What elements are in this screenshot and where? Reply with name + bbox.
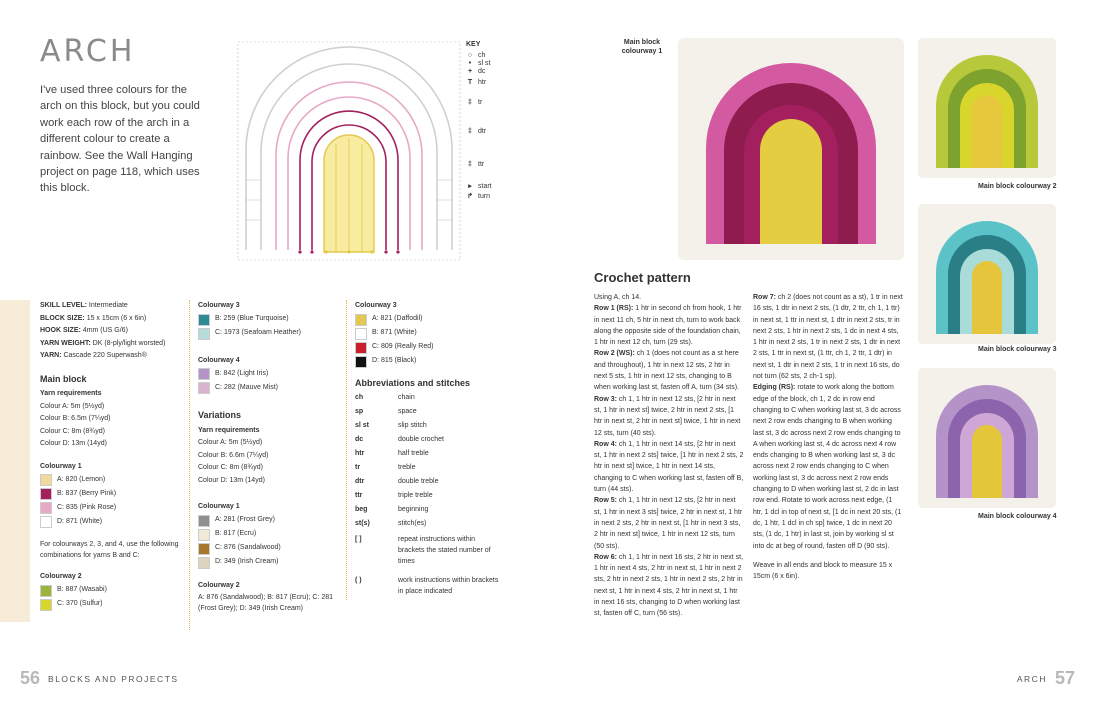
abbr-row: ch chain: [355, 394, 415, 401]
var-req-c: Colour C: 8m (8¾yd): [198, 464, 263, 471]
swatch-row: B: 259 (Blue Turquoise): [198, 313, 338, 327]
pattern-heading: Crochet pattern: [594, 270, 691, 285]
column-divider: [189, 300, 190, 630]
var-colourway-2-heading: Colourway 2: [198, 581, 240, 589]
abbreviations-column: [355, 300, 500, 597]
abbreviations-heading: Abbreviations and stitches: [355, 377, 471, 388]
colourway-2-caption: Main block colourway 2: [978, 183, 1057, 190]
section-name: BLOCKS AND PROJECTS: [48, 673, 179, 684]
swatch: [198, 543, 210, 555]
swatch: [198, 314, 210, 326]
swatch: [40, 585, 52, 597]
swatch-row: B: 887 (Wasabi): [40, 584, 185, 598]
swatch: [198, 515, 210, 527]
page-title: ARCH: [40, 34, 136, 69]
var-req-a: Colour A: 5m (5½yd): [198, 439, 263, 446]
block-photo-colourway-3: [918, 204, 1056, 344]
key-label: dc: [478, 67, 486, 75]
spec-hook-size: HOOK SIZE: 4mm (US G/6): [40, 327, 128, 334]
main-block-heading: Main block: [40, 373, 87, 384]
treble-icon: ‡: [468, 98, 472, 106]
sidebar-strip: [0, 300, 30, 622]
spec-yarn: YARN: Cascade 220 Superwash®: [40, 352, 147, 359]
swatch-row: C: 370 (Sulfur): [40, 598, 185, 612]
key-label: ttr: [478, 160, 485, 168]
colourway-4-caption: Main block colourway 4: [978, 513, 1057, 520]
pattern-paragraph: Row 6: ch 1, 1 htr in next 16 sts, 2 htr in next st, 1 htr in next 4 sts, 2 htr in next st, 1 htr in next 2 sts, 2 htr in next 2 sts, 1 htr in next 2 sts, 2 htr in next st, 1 htr in next 4 sts, 2 htr in next st, 1 htr in next 16 sts, changing to D when working last st, fasten off C, turn (56 sts).: [594, 553, 744, 618]
swatch: [198, 529, 210, 541]
req-c: Colour C: 8m (8¾yd): [40, 427, 105, 435]
specs-column: [40, 300, 185, 612]
footer-right: [1017, 668, 1075, 689]
page-number-right: 57: [1054, 668, 1075, 688]
abbr-row: ttr triple treble: [355, 492, 433, 499]
abbr-row: sl st slip stitch: [355, 422, 427, 429]
double-crochet-icon: +: [467, 67, 473, 75]
swatch-row: C: 835 (Pink Rose): [40, 501, 185, 515]
swatch-row: D: 349 (Irish Cream): [198, 556, 338, 570]
swatch: [198, 328, 210, 340]
abbr-row: sp space: [355, 408, 417, 415]
pattern-paragraph: Weave in all ends and block to measure 15 x 15cm (6 x 6in).: [753, 561, 893, 581]
column-divider: [346, 300, 347, 600]
pattern-paragraph: Using A, ch 14.: [594, 294, 642, 301]
swatch-row: C: 876 (Sandalwood): [198, 542, 338, 556]
req-a: Colour A: 5m (5½yd): [40, 402, 105, 410]
block-photo-colourway-2: [918, 38, 1056, 178]
abbr-row: beg beginning: [355, 506, 429, 513]
spec-yarn-weight: YARN WEIGHT: DK (8-ply/light worsted): [40, 339, 166, 347]
abbr-row: st(s) stitch(es): [355, 520, 427, 527]
swatch: [198, 368, 210, 380]
chart-key: [466, 40, 526, 201]
var-req-d: Colour D: 13m (14yd): [198, 476, 265, 484]
variations-column: [198, 300, 338, 614]
key-label: sl st: [478, 59, 491, 67]
main-photo-caption: Main block colourway 1: [621, 39, 663, 55]
spec-block-size: BLOCK SIZE: 15 x 15cm (6 x 6in): [40, 314, 147, 322]
swatch: [355, 328, 367, 340]
pattern-paragraph: Row 1 (RS): 1 htr in second ch from hook, 1 htr in next 11 ch, 5 htr in next ch, turn to work back along the opposite side of the foundation chain, 1 htr in next 12 ch, turn (29 sts).: [594, 305, 742, 347]
colourway-3-heading: Colourway 3: [198, 302, 240, 309]
colourway-4-heading: Colourway 4: [198, 356, 240, 364]
abbr-row: ( ) work instructions within brackets in place indicated: [355, 577, 499, 595]
pattern-paragraph: Row 3: ch 1, 1 htr in next 12 sts, [2 htr in next st, 1 htr in next st] twice, 2 htr in next 2 sts, [1 htr in next st, 2 htr in next st] twice, 1 htr in next 12 sts, turn (40 sts).: [594, 395, 741, 437]
key-label: htr: [478, 78, 487, 86]
swatch-row: C: 809 (Really Red): [355, 341, 500, 355]
swatch: [40, 502, 52, 514]
swatch-row: D: 815 (Black): [355, 355, 500, 369]
block-photo-colourway-1: [678, 38, 904, 260]
pattern-paragraph: Row 5: ch 1, 1 htr in next 12 sts, [2 htr in next st, 1 htr in next 3 sts] twice, 2 htr in next st, 1 htr in next 2 sts, 2 htr in next st, [1 htr in next 3 sts, 2 htr in next st] twice, 1 htr in next 12 sts, turn (50 sts).: [594, 497, 743, 550]
start-icon: ▸: [468, 182, 472, 190]
triple-treble-icon: ‡: [468, 160, 472, 168]
swatch-row: C: 282 (Mauve Mist): [198, 381, 338, 395]
swatch: [198, 382, 210, 394]
intro-text: I've used three colours for the arch on this block, but you could work each row of the arch in a different colour to create a rainbow. See the Wall Hanging project on page 118, which uses this block.: [40, 84, 200, 195]
chapter-name: ARCH: [1016, 673, 1047, 684]
block-photo-colourway-4: [918, 368, 1056, 508]
turn-icon: ↱: [467, 192, 473, 200]
swatch: [355, 314, 367, 326]
abbr-row: htr half treble: [355, 450, 429, 457]
pattern-paragraph: Row 2 (WS): ch 1 (does not count as a st here and throughout), 1 htr in next 12 sts, 2 htr in next 5 sts, 1 htr in next 12 sts, changing to B when working last st, fasten off A, turn (34 sts).: [594, 350, 739, 392]
crochet-chart: [236, 40, 462, 262]
req-d: Colour D: 13m (14yd): [40, 440, 107, 447]
swatch: [40, 516, 52, 528]
key-heading: KEY: [466, 41, 481, 48]
double-treble-icon: ‡: [468, 127, 472, 135]
var-colourway-1-heading: Colourway 1: [198, 503, 240, 510]
swatch-row: A: 821 (Daffodil): [355, 313, 500, 327]
half-treble-icon: T: [467, 78, 473, 86]
swatch-row: A: 820 (Lemon): [40, 473, 185, 487]
key-label: turn: [478, 192, 491, 200]
colourway-1-heading: Colourway 1: [40, 462, 82, 470]
var-colourway-2-text: A: 876 (Sandalwood); B: 817 (Ecru); C: 281 (Frost Grey); D: 349 (Irish Cream): [198, 594, 334, 612]
abbr-row: [ ] repeat instructions within brackets the stated number of times: [355, 536, 491, 565]
colourway-2-heading: Colourway 2: [40, 573, 82, 580]
swatch-row: B: 817 (Ecru): [198, 528, 338, 542]
key-label: ch: [478, 51, 486, 59]
swatch: [40, 488, 52, 500]
pattern-paragraph: Edging (RS): rotate to work along the bottom edge of the block, ch 1, 2 dc in row end changing to C when working last st, 3 dc across next 2 row ends changing to B when working last st, 3 dc across next 2 row ends changing to A when working last st, 4 dc across next 4 row ends changing to B when working last st, 3 dc across next 2 row ends changing to C when working last st, 3 dc across next 2 row ends changing to D when working last st, 2 dc in last row end. Rotate to work across next edge, (1 htr, 1 dcl in top of next st, [1 dc in next 20 sts, (1 dc, 1 htr, 1 dcl in ch sp] twice, 1 dc in next 20 sts, (1 dc, 1 htr) in last st, join by working sl st into dc at beg of round, fasten off D (90 sts).: [753, 384, 902, 550]
colourway-3-caption: Main block colourway 3: [978, 346, 1057, 353]
swatch-row: D: 871 (White): [40, 515, 185, 529]
pattern-left-column: [594, 292, 744, 620]
swatch-row: B: 842 (Light Iris): [198, 367, 338, 381]
swatch-row: C: 1973 (Seafoam Heather): [198, 327, 338, 341]
key-label: dtr: [478, 127, 487, 135]
pattern-paragraph: Row 7: ch 2 (does not count as a st), 1 tr in next 16 sts, 1 dtr in next 2 sts, (1 dtr, 2 ttr, ch 1, 1 ttr) in next st, 1 ttr in next st, 1 dtr in next 2 sts, tr in next 2 sts, 1 htr in next 2 sts, 1 dc in next 4 sts, 1 htr in next 2 sts, 1 tr in next 2 sts, 1 dtr in next 2 sts, 1 ttr in next st, (1 ttr, ch 1, 2 ttr, 1 dtr) in next st, 1 dtr in next 2 sts, 1 tr in next 16 sts, do not turn (62 sts, 2 ch-1 sp).: [753, 294, 903, 381]
colourway-note: For colourways 2, 3, and 4, use the following combinations for yarns B and C:: [40, 541, 179, 559]
swatch-row: B: 837 (Berry Pink): [40, 487, 185, 501]
pattern-right-column: [753, 292, 903, 582]
variations-heading: Variations: [198, 410, 242, 420]
colourway-3b-heading: Colourway 3: [355, 302, 397, 309]
swatch: [198, 557, 210, 569]
pattern-paragraph: Row 4: ch 1, 1 htr in next 14 sts, [2 htr in next st, 1 htr in next 2 sts] twice, [1 htr in next 2 sts, 2 htr in next st] twice, 1 htr in next 14 sts, changing to C when working last st, fasten off B, turn (44 sts).: [594, 440, 744, 494]
chain-icon: ○: [467, 51, 473, 59]
swatch-row: A: 281 (Frost Grey): [198, 514, 338, 528]
abbr-row: tr treble: [355, 464, 416, 471]
page-number-left: 56: [20, 668, 41, 688]
slip-stitch-icon: •: [468, 59, 472, 67]
key-label: tr: [478, 98, 483, 106]
key-label: start: [478, 182, 492, 190]
req-b: Colour B: 6.5m (7¼yd): [40, 415, 111, 422]
swatch: [40, 474, 52, 486]
abbr-row: dc double crochet: [355, 436, 444, 443]
spec-skill: SKILL LEVEL: Intermediate: [40, 302, 128, 309]
var-req-b: Colour B: 6.6m (7¼yd): [198, 451, 269, 459]
swatch: [355, 342, 367, 354]
footer-left: [20, 668, 179, 689]
swatch-row: B: 871 (White): [355, 327, 500, 341]
abbr-row: dtr double treble: [355, 478, 439, 485]
var-yarn-req-heading: Yarn requirements: [198, 426, 260, 434]
swatch: [355, 356, 367, 368]
yarn-req-heading: Yarn requirements: [40, 390, 102, 397]
swatch: [40, 599, 52, 611]
